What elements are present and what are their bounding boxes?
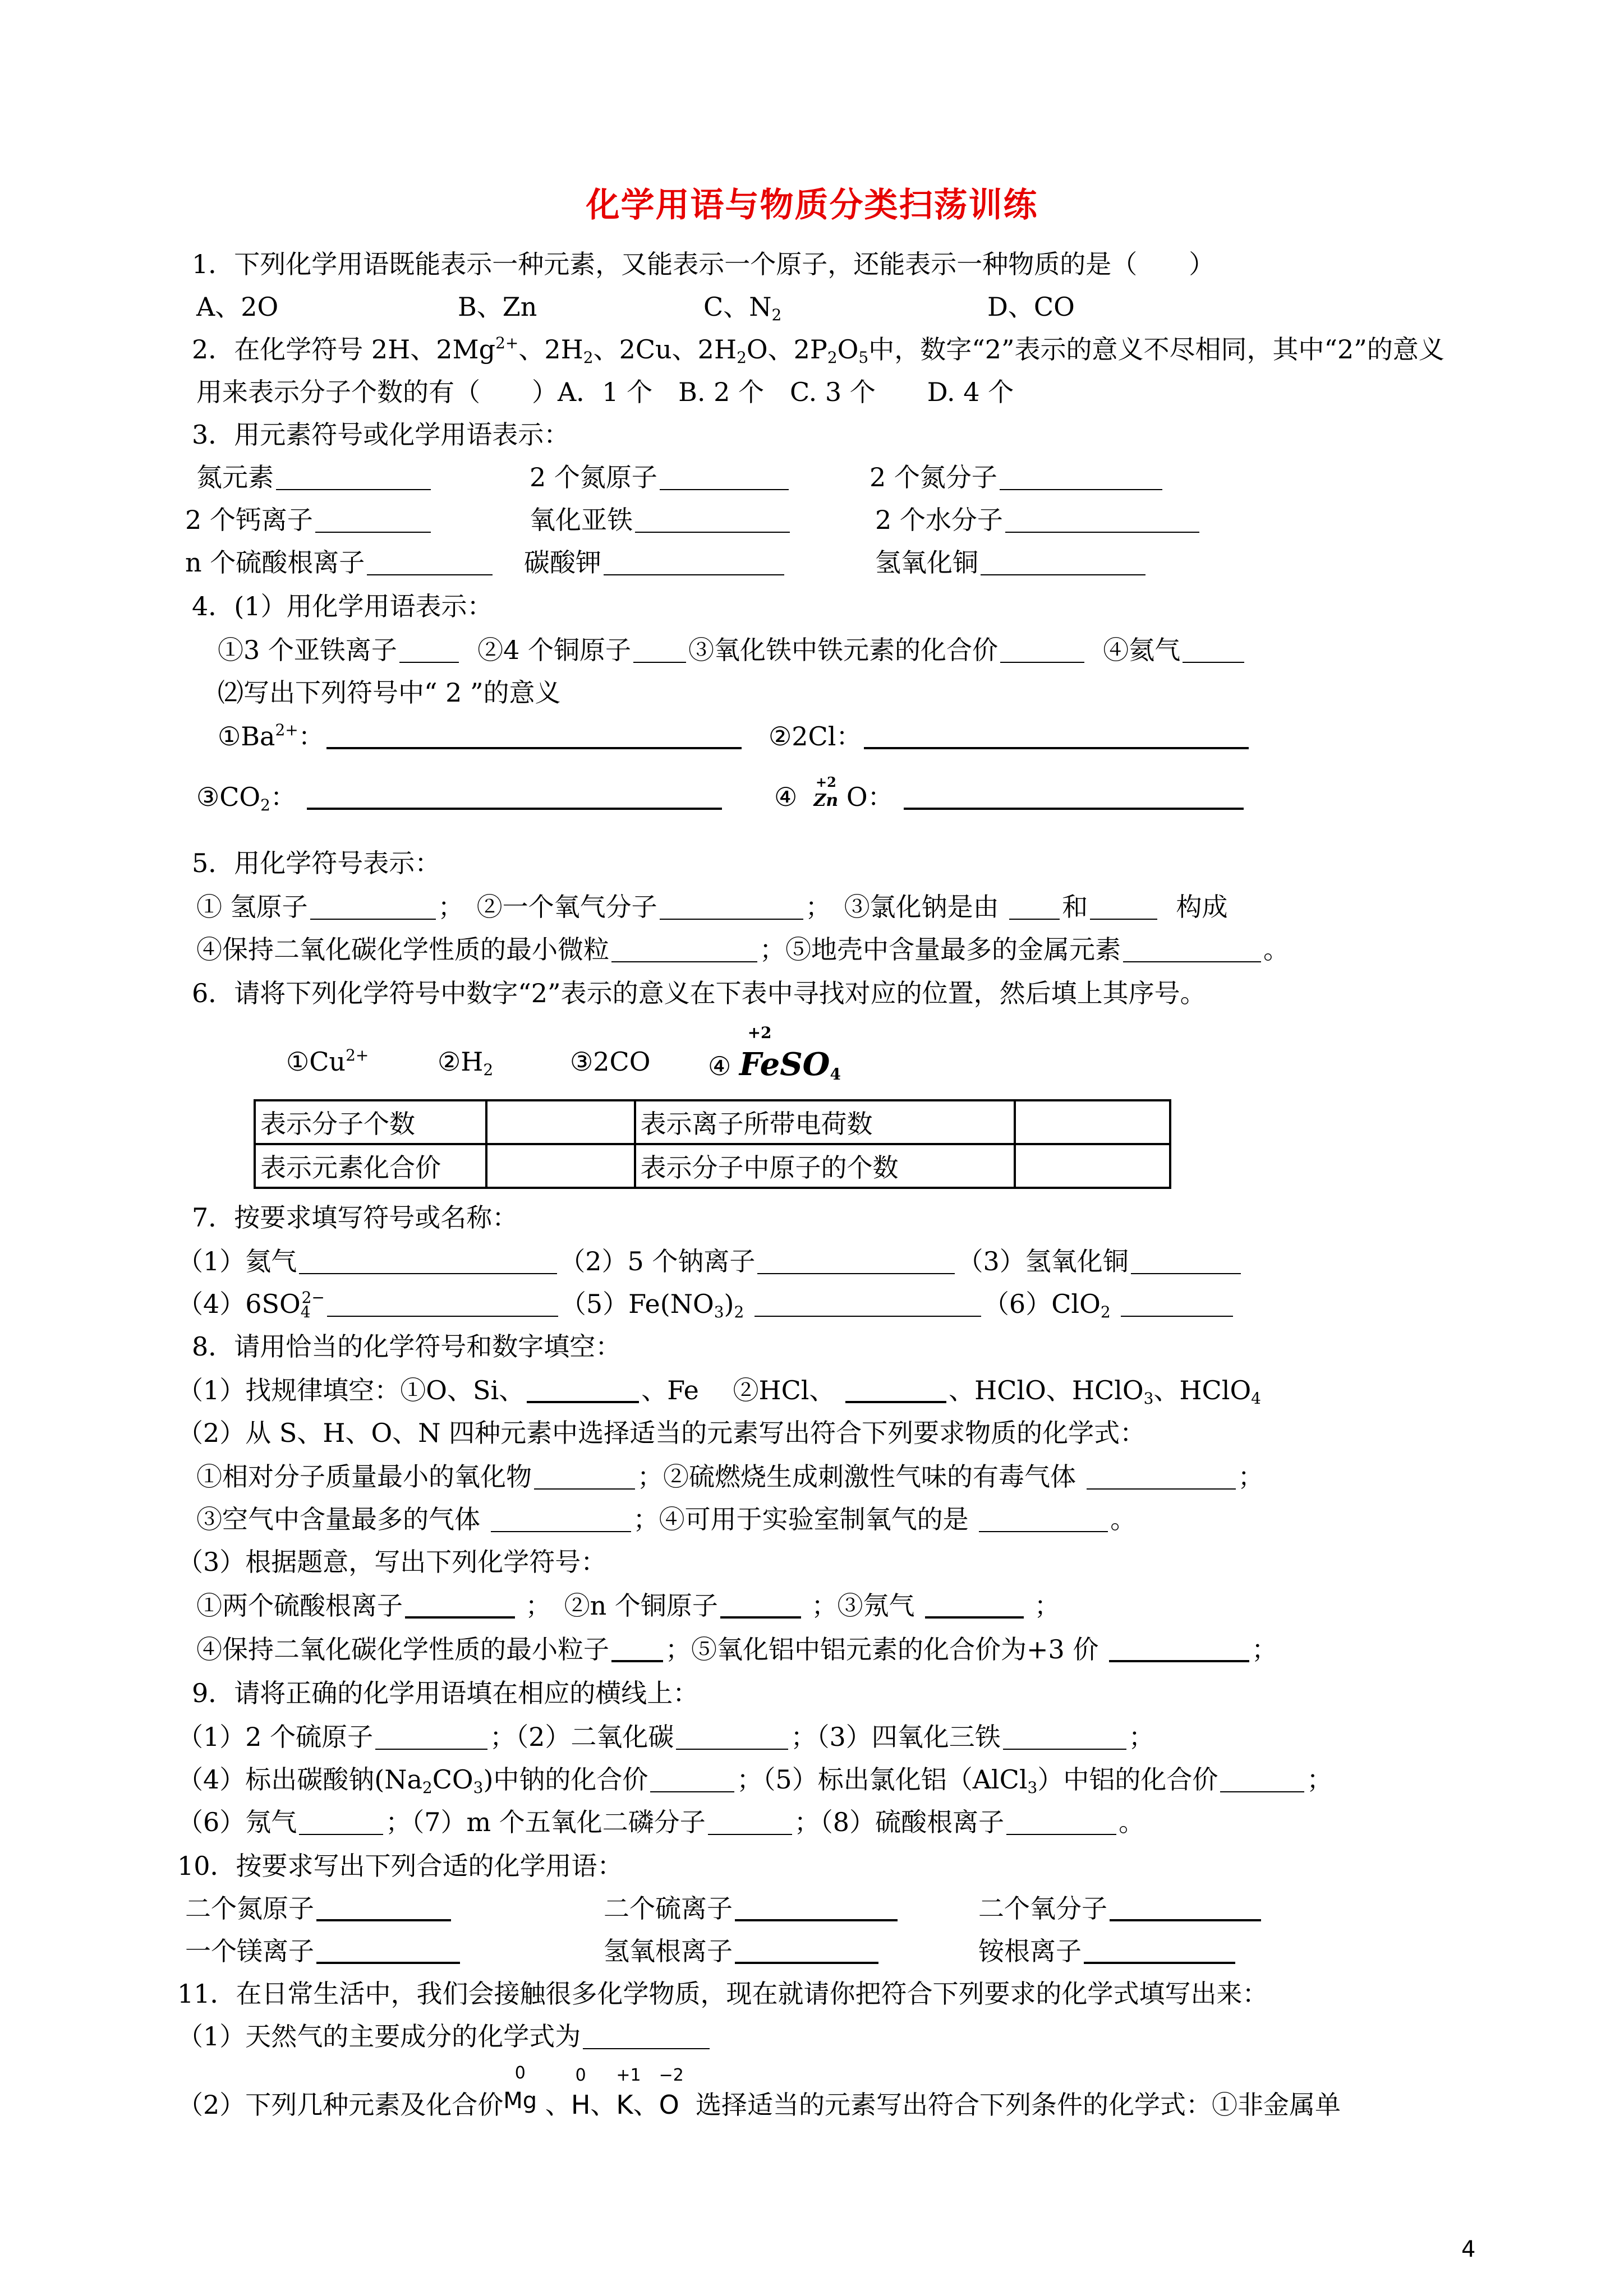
- q9-line3: （6）氖气 ；（7）m 个五氧化二磷分子 ；（8）硫酸根离子 。: [177, 1807, 1145, 1837]
- table-cell: 表示分子中原子的个数: [635, 1144, 1015, 1188]
- answer-cell[interactable]: [1015, 1144, 1170, 1188]
- q2-stem-line2: 用来表示分子个数的有（ ）A．1 个 B. 2 个 C. 3 个 D. 4 个: [196, 377, 1014, 407]
- q4-zn: ④ +2 Zn O：: [774, 784, 1246, 810]
- table-cell: 表示分子个数: [255, 1100, 486, 1144]
- answer-cell[interactable]: [1015, 1100, 1170, 1144]
- q8-part3-line1: ①两个硫酸根离子 ； ②n 个铜原子 ；③氖气 ；: [196, 1590, 1060, 1621]
- q6-stem: 6．请将下列化学符号中数字“2”表示的意义在下表中寻找对应的位置，然后填上其序号。: [192, 978, 1206, 1008]
- q7-line2: $(4)6SO_4^{2-}$ $(5)Fe(NO_3)_2$ （6）ClO$_2$: [177, 1291, 1235, 1317]
- q8-stem: 8．请用恰当的化学符号和数字填空：: [192, 1331, 622, 1362]
- q9-stem: 9．请将正确的化学用语填在相应的横线上：: [192, 1678, 699, 1708]
- q9-line2: （4）标出碳酸钠$(Na_2CO_3)$中钠的化合价 ；（5）标出氯化铝（AlCl$_3$）中铝的化合价 ；: [177, 1764, 1333, 1797]
- page-title: 化学用语与物质分类扫荡训练: [586, 186, 1038, 225]
- q6-symbol-2: $②H_2$: [438, 1046, 494, 1079]
- q11-part1: （1）天然气的主要成分的化学式为: [177, 2023, 712, 2049]
- q3-item-4: 2 个钙离子: [185, 507, 433, 533]
- q1-option-d: D、CO: [987, 292, 1075, 322]
- q3-item-8: 碳酸钾: [524, 550, 786, 575]
- q2-stem-line1: 2．在化学符号 2H、$2Mg^{2+}$、$2H_2$、2Cu、$2H_2O$、$2P_2O_5$中，数字“2”表示的意义不尽相同，其中“2”的意义: [192, 334, 1444, 367]
- q3-item-7: n 个硫酸根离子: [185, 550, 495, 575]
- q4-ba: $①Ba^{2+}$：: [218, 723, 744, 749]
- q11-stem: 11．在日常生活中，我们会接触很多化学物质，现在就请你把符合下列要求的化学式填写出来：: [177, 1979, 1268, 2009]
- q11-part2: （2）下列几种元素及化合价 0 Mg 、 0 H、 +1 K、 −2 O 选择适当的元素写出符合下列条件的化学式：①非金属单: [177, 2063, 1341, 2120]
- q10-item-6: 铵根离子: [978, 1938, 1237, 1964]
- q1-stem: 1．下列化学用语既能表示一种元素，又能表示一个原子，还能表示一种物质的是（ ）: [192, 249, 1215, 279]
- q3-item-2: 2 个氮原子: [530, 464, 791, 490]
- q3-item-9: 氢氧化铜: [875, 550, 1148, 575]
- q8-part3-line2: ④保持二氧化碳化学性质的最小粒子 ；⑤氧化铝中铝元素的化合价为+3 价 ；: [196, 1634, 1278, 1665]
- q8-part2: （2）从 S、H、O、N 四种元素中选择适当的元素写出符合下列要求物质的化学式：: [177, 1418, 1146, 1448]
- q4-part1: ①3 个亚铁离子 ②4 个铜原子 ③氧化铁中铁元素的化合价 ④氦气: [218, 637, 1246, 663]
- q8-part1: （1）找规律填空：①O、Si、 、Fe ②HCl、 、HClO、HClO$_3$、HClO$_4$: [177, 1375, 1261, 1408]
- answer-cell[interactable]: [486, 1100, 635, 1144]
- q6-symbol-3: ③2CO: [570, 1046, 651, 1077]
- q5-line1: ① 氢原子 ； ②一个氧气分子 ； ③氯化钠是由 和 构成: [196, 892, 1228, 922]
- q4-cl: ②2Cl：: [769, 723, 1251, 749]
- q3-item-3: 2 个氮分子: [869, 464, 1165, 490]
- q10-item-4: 一个镁离子: [185, 1938, 462, 1964]
- q10-stem: 10．按要求写出下列合适的化学用语：: [177, 1851, 623, 1881]
- q10-item-1: 二个氮原子: [185, 1896, 453, 1921]
- q4-sub2: ⑵写出下列符号中“ 2 ”的意义: [218, 677, 561, 708]
- q3-stem: 3．用元素符号或化学用语表示：: [192, 419, 570, 450]
- q1-option-c: C、$N_2$: [703, 292, 782, 324]
- q10-item-3: 二个氧分子: [978, 1896, 1263, 1921]
- q10-item-2: 二个硫离子: [604, 1896, 900, 1921]
- table-cell: 表示离子所带电荷数: [635, 1100, 1015, 1144]
- q1-option-a: A、2O: [196, 292, 279, 322]
- q5-stem: 5．用化学符号表示：: [192, 848, 441, 878]
- q6-answer-table: [254, 1099, 1171, 1189]
- table-cell: 表示元素化合价: [255, 1144, 486, 1188]
- q5-line2: ④保持二氧化碳化学性质的最小微粒 ；⑤地壳中含量最多的金属元素 。: [196, 934, 1289, 965]
- answer-cell[interactable]: [486, 1144, 635, 1188]
- q9-line1: （1）2 个硫原子 ；（2）二氧化碳 ；（3）四氧化三铁 ；: [177, 1722, 1154, 1752]
- q1-option-b: B、Zn: [458, 292, 537, 322]
- table-row: [255, 1100, 1170, 1144]
- q7-line1: （1）氦气 （2）5 个钠离子 （3）氢氧化铜: [177, 1248, 1243, 1274]
- page-number: 4: [1461, 2237, 1476, 2262]
- q8-part2-line2: ③空气中含量最多的气体 ；④可用于实验室制氧气的是 。: [196, 1504, 1137, 1534]
- q8-part2-line1: ①相对分子质量最小的氧化物 ；②硫燃烧生成刺激性气味的有毒气体 ；: [196, 1461, 1264, 1492]
- q7-stem: 7．按要求填写符号或名称：: [192, 1202, 518, 1233]
- q4-stem: 4．(1）用化学用语表示：: [192, 591, 493, 621]
- q3-item-6: 2 个水分子: [875, 507, 1202, 533]
- q6-symbol-1: $①Cu^{2+}$: [286, 1046, 369, 1077]
- q6-symbol-4: ④ +2 FeSO$_4$: [708, 1023, 841, 1084]
- q10-item-5: 氢氧根离子: [604, 1938, 881, 1964]
- q4-co2: $③CO_2$：: [196, 784, 724, 810]
- q8-part3: （3）根据题意，写出下列化学符号：: [177, 1547, 607, 1577]
- q3-item-1: 氮元素: [196, 464, 433, 490]
- q3-item-5: 氧化亚铁: [530, 507, 792, 533]
- table-row: [255, 1144, 1170, 1188]
